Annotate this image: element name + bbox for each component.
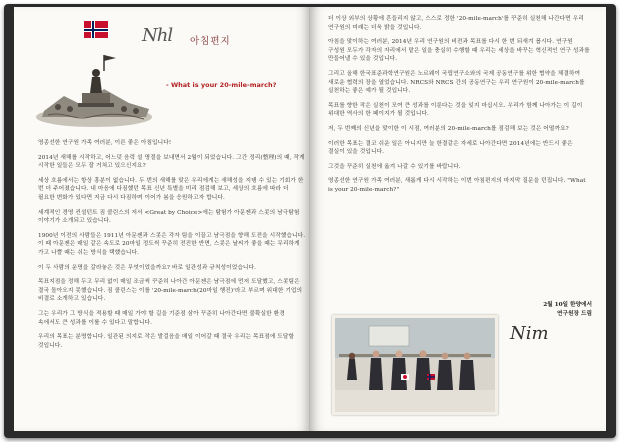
letter-date: 2월 10일 한양에서 [543, 302, 592, 308]
paragraph: 이 두 사람의 운명을 갈라놓은 것은 무엇이었을까요? 바로 일관성과 규칙성이었습니다. [38, 264, 257, 271]
paragraph: 그것을 꾸준히 실천에 옮겨 나갈 수 있기를 바랍니다. [328, 163, 461, 170]
date-signer [500, 301, 592, 319]
right-body [328, 15, 590, 201]
norway-flag-icon [84, 21, 108, 38]
letter-subtitle: - What is your 20-mile-march? [166, 81, 277, 89]
paragraph: 1900년 이전의 사람들은 1911년 아문젠과 스콧은 각자 팀을 이끌고 남극점을 향해 도전을 시작했습니다. 이 때 아문젠은 매일 같은 속도로 20마일 정도씩 꾸준히 전진한 반면, 스콧은 날씨가 좋을 때는 무리하게 가고 나쁠 때는 쉬는 방식을 택했습니다. [38, 232, 306, 256]
paragraph: 아침을 맞이하는 여러분, 2014년 우리 연구원의 비전과 목표를 다시 한 번 되새겨 봅시다. 연구원 구성원 모두가 각자의 자리에서 맡은 일을 충실히 수행할 때 우리는 세상을 바꾸는 혁신적인 연구 성과를 만들어낼 수 있을 것입니다. [328, 39, 590, 63]
paragraph: 세계적인 경영 컨설턴트 짐 콜린스의 저서 <Great by Choice>에는 탐험가 아문젠과 스콧의 남극탐험 이야기가 소개되고 있습니다. [38, 209, 300, 225]
explorers-illustration [34, 51, 154, 129]
header-signature: Nhl [142, 25, 173, 46]
paragraph: 목표지점을 정해 두고 무리 없이 매일 조금씩 꾸준히 나아간 아문젠은 남극점에 먼저 도달했고, 스콧팀은 결국 돌아오지 못했습니다. 짐 콜린스는 이를 '20-mile-march(20마일 행진)'라고 부르며 위대한 기업의 비결로 소개하고 있습니다. [38, 279, 303, 303]
paragraph: 2014년 새해를 시작하고, 어느덧 음력 설 명절을 보내면서 2월이 되었습니다. 그간 정리(整理)의 때, 작게 시작한 일들은 모두 잘 거쳐고 있으신지요? [38, 154, 305, 170]
right-page [310, 7, 606, 431]
letter-title: 아침편지 [190, 36, 231, 47]
closing-signature: Nim [510, 323, 549, 344]
book [4, 4, 616, 438]
paragraph: 우리의 목표는 분명합니다. 일관된 의지로 작은 발걸음을 매일 이어갈 때 결국 우리는 목표점에 도달할 것입니다. [38, 334, 295, 349]
paragraph: 목표를 향한 작은 실천이 모여 큰 성과를 이룬다는 것을 잊지 마십시오. 우리가 함께 나아가는 이 길이 위대한 역사의 한 페이지가 될 것입니다. [328, 102, 583, 118]
left-page [14, 7, 310, 431]
paragraph: 이러한 목표는 결코 쉬운 일은 아니지만 늘 한결같은 자세로 나아간다면 2014년에는 반드시 좋은 결실이 있을 것입니다. [328, 140, 573, 156]
paragraph: 영종선한 연구원 가족 여러분, 새롭게 다시 시작하는 이번 아침편지의 마지막 질문을 던집니다. "What is your 20-mile-march?" [328, 178, 586, 193]
paragraph: 그는 우리가 그 방식을 적용할 때 매일 가야 할 길을 기준점 삼아 꾸준히 나아간다면 불확실한 환경 속에서도 큰 성과를 이룰 수 있다고 말합니다. [38, 310, 285, 326]
group-photo [332, 315, 498, 415]
paragraph: 세상 흐름에서는 항상 흥분이 없습니다. 두 번의 새해를 맞은 우리에게는 새해성을 지탱 수 있는 기회가 한 번 더 주어졌습니다. 내 마음에 다짐했던 목표 신년 특별을 미리 점검해 보고, 세상의 흐름에 따라 더 필요한 변화가 있다면 지금 다시 다짐하며 이어가 봄을 응원하고자 합니다. [38, 177, 304, 201]
paragraph: 그리고 올해 한국표준과학연구원은 노르웨이 국립연구소와의 국제 공동연구를 위한 협약을 체결하여 새로운 협력의 장을 열었습니다. NRCS와 NRCS 간의 공동연구는 우리 연구원이 20-mile-march를 실천하는 좋은 예가 될 것입니다. [328, 70, 585, 95]
paragraph: 영종선한 연구원 가족 여러분, 이른 좋은 아침입니다! [38, 140, 172, 146]
paragraph: 더 이상 외부의 상황에 흔들리지 않고, 스스로 정한 '20-mile-march'를 꾸준히 실천해 나간다면 우리 연구원의 미래는 더욱 밝을 것입니다. [328, 16, 584, 31]
paragraph: 저, 두 번째의 신년을 맞이한 이 시점, 여러분의 20-mile-march를 점검해 보는 것은 어떨까요? [328, 125, 569, 132]
letter-signer: 연구원장 드림 [557, 311, 592, 317]
left-body [38, 139, 306, 356]
